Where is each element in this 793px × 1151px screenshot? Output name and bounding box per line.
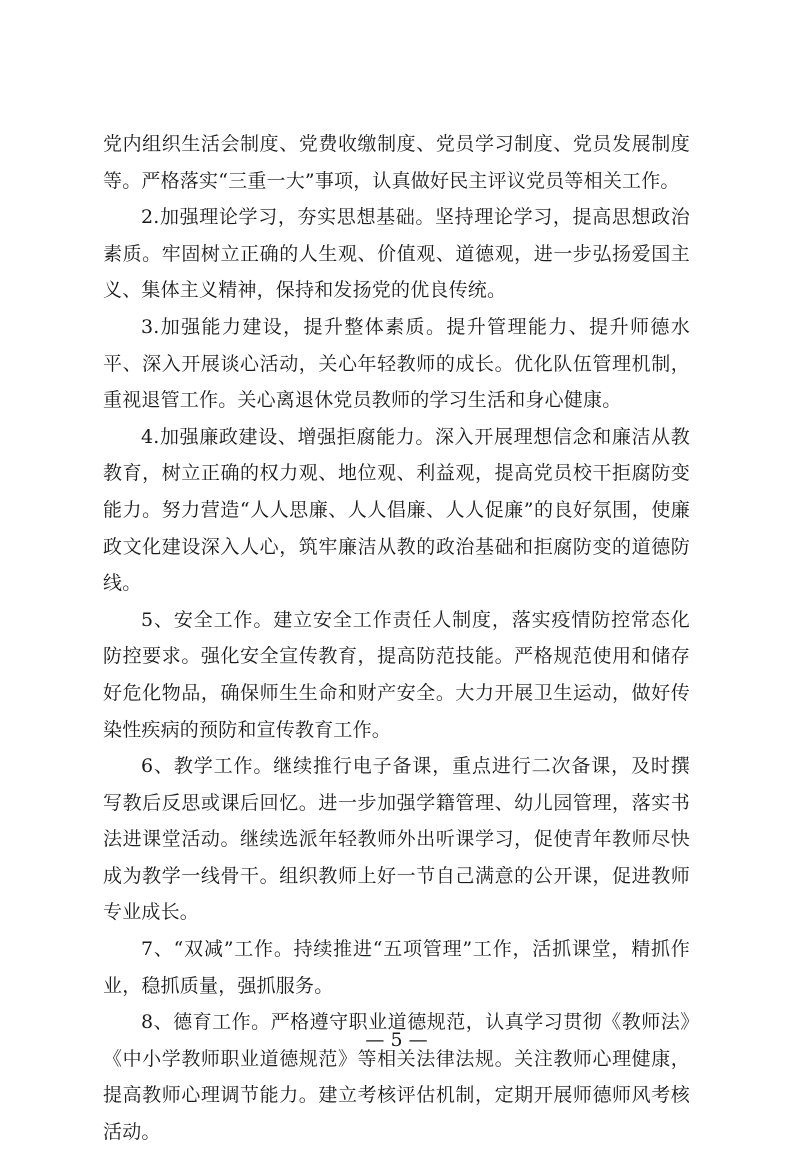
body-text [103,126,690,1151]
paragraph-capability-building: 3.加强能力建设，提升整体素质。提升管理能力、提升师德水平、深入开展谈心活动，关心年轻教师的成长。优化队伍管理机制，重视退管工作。关心离退休党员教师的学习生活和身心健康。 [103,315,690,412]
paragraph-moral-education: 8、德育工作。严格遵守职业道德规范，认真学习贯彻《教师法》《中小学教师职业道德规范》等相关法律法规。关注教师心理健康，提高教师心理调节能力。建立考核评估机制，定期开展师德师风考核活动。 [103,1011,690,1144]
paragraph-theory-study: 2.加强理论学习，夯实思想基础。坚持理论学习，提高思想政治素质。牢固树立正确的人生观、价值观、道德观，进一步弘扬爱国主义、集体主义精神，保持和发扬党的优良传统。 [103,206,690,302]
paragraph-double-reduction: 7、“双减”工作。持续推进“五项管理”工作，活抓课堂，精抓作业，稳抓质量，强抓服务。 [103,938,690,997]
paragraph-teaching-work: 6、教学工作。继续推行电子备课，重点进行二次备课，及时撰写教后反思或课后回忆。进一步加强学籍管理、幼儿园管理，落实书法进课堂活动。继续选派年轻教师外出听课学习，促使青年教师尽快成为教学一线骨干。组织教师上好一节自己满意的公开课，促进教师专业成长。 [103,755,690,924]
paragraph-safety-work: 5、安全工作。建立安全工作责任人制度，落实疫情防控常态化防控要求。强化安全宣传教育，提高防范技能。严格规范使用和储存好危化物品，确保师生生命和财产安全。大力开展卫生运动，做好传染性疾病的预防和宣传教育工作。 [103,608,690,741]
paragraph-continuation: 党内组织生活会制度、党费收缴制度、党员学习制度、党员发展制度等。严格落实“三重一大”事项，认真做好民主评议党员等相关工作。 [103,133,690,192]
paragraph-integrity-building: 4.加强廉政建设、增强拒腐能力。深入开展理想信念和廉洁从教教育，树立正确的权力观、地位观、利益观，提高党员校干拒腐防变能力。努力营造“人人思廉、人人倡廉、人人促廉”的良好氛围，使廉政文化建设深入人心，筑牢廉洁从教的政治基础和拒腐防变的道德防线。 [103,425,690,595]
page-number: — 5 — [365,1029,428,1051]
